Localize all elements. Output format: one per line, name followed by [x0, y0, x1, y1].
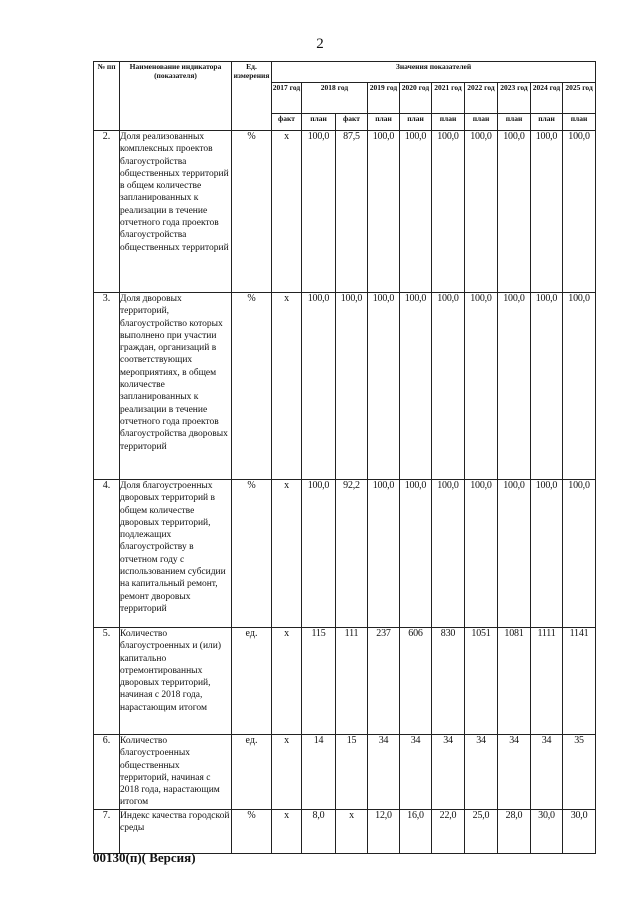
value-cell: 100,0: [302, 480, 336, 628]
header-year: 2023 год: [498, 83, 531, 114]
value-cell: 34: [368, 735, 400, 810]
value-cell: 12,0: [368, 809, 400, 853]
row-number: 7.: [94, 809, 120, 853]
page-number: 2: [316, 36, 324, 52]
value-cell: 100,0: [498, 131, 531, 293]
value-cell: 30,0: [531, 809, 563, 853]
value-cell: 606: [400, 628, 432, 735]
value-cell: 100,0: [531, 480, 563, 628]
value-cell: 100,0: [498, 480, 531, 628]
header-type: план: [563, 114, 596, 131]
unit-cell: ед.: [232, 628, 272, 735]
value-cell: 15: [336, 735, 368, 810]
value-cell: 100,0: [302, 293, 336, 480]
unit-cell: ед.: [232, 735, 272, 810]
header-type: план: [531, 114, 563, 131]
header-year: 2025 год: [563, 83, 596, 114]
value-cell: 100,0: [432, 293, 465, 480]
table-row: [94, 480, 596, 628]
header-unit: Ед. измерения: [232, 62, 272, 131]
value-cell: 115: [302, 628, 336, 735]
value-cell: 100,0: [368, 131, 400, 293]
table-row: [94, 131, 596, 293]
value-cell: х: [272, 131, 302, 293]
header-type: план: [368, 114, 400, 131]
value-cell: х: [272, 293, 302, 480]
value-cell: 34: [400, 735, 432, 810]
header-type: план: [498, 114, 531, 131]
unit-cell: %: [232, 809, 272, 853]
header-type: факт: [336, 114, 368, 131]
value-cell: х: [272, 480, 302, 628]
indicators-table: [93, 61, 596, 854]
document-version-footer: 00130(п)( Версия): [93, 850, 196, 865]
indicator-name: Доля дворовых территорий, благоустройство которых выполнено при участии граждан, организаций в соответствующих мероприятиях, в общем количестве запланированных к реализации в течение отчетного года проектов благоустройства дворовых территорий: [120, 293, 232, 480]
value-cell: 87,5: [336, 131, 368, 293]
value-cell: х: [272, 809, 302, 853]
value-cell: 92,2: [336, 480, 368, 628]
value-cell: 14: [302, 735, 336, 810]
header-type: план: [302, 114, 336, 131]
indicator-name: Количество благоустроенных и (или) капитально отремонтированных дворовых территорий, начиная с 2018 года, нарастающим итогом: [120, 628, 232, 735]
header-type: план: [400, 114, 432, 131]
value-cell: 100,0: [465, 480, 498, 628]
value-cell: 34: [498, 735, 531, 810]
value-cell: 111: [336, 628, 368, 735]
value-cell: 34: [465, 735, 498, 810]
row-number: 5.: [94, 628, 120, 735]
value-cell: 100,0: [302, 131, 336, 293]
table-row: [94, 735, 596, 810]
value-cell: 100,0: [563, 480, 596, 628]
value-cell: 16,0: [400, 809, 432, 853]
value-cell: 35: [563, 735, 596, 810]
header-number: № пп: [94, 62, 120, 131]
header-indicator-name: Наименование индикатора (показателя): [120, 62, 232, 131]
value-cell: 100,0: [498, 293, 531, 480]
value-cell: 100,0: [531, 293, 563, 480]
value-cell: 237: [368, 628, 400, 735]
value-cell: 22,0: [432, 809, 465, 853]
value-cell: 8,0: [302, 809, 336, 853]
unit-cell: %: [232, 293, 272, 480]
value-cell: 100,0: [432, 480, 465, 628]
header-type: план: [465, 114, 498, 131]
table-row: [94, 293, 596, 480]
value-cell: 100,0: [563, 293, 596, 480]
indicator-name: Доля благоустроенных дворовых территорий в общем количестве дворовых территорий, подлежащих благоустройству в отчетном году с использованием субсидии на капитальный ремонт, ремонт дворовых территорий: [120, 480, 232, 628]
table-row: [94, 809, 596, 853]
value-cell: 100,0: [368, 480, 400, 628]
value-cell: х: [272, 735, 302, 810]
value-cell: 100,0: [400, 293, 432, 480]
value-cell: 100,0: [465, 293, 498, 480]
header-year: 2018 год: [302, 83, 368, 114]
row-number: 2.: [94, 131, 120, 293]
header-year: 2020 год: [400, 83, 432, 114]
value-cell: 830: [432, 628, 465, 735]
unit-cell: %: [232, 480, 272, 628]
header-values: Значения показателей: [272, 62, 596, 83]
header-year: 2021 год: [432, 83, 465, 114]
indicator-name: Количество благоустроенных общественных территорий, начиная с 2018 года, нарастающим итогом: [120, 735, 232, 810]
header-type: план: [432, 114, 465, 131]
header-type: факт: [272, 114, 302, 131]
row-number: 6.: [94, 735, 120, 810]
value-cell: 100,0: [563, 131, 596, 293]
value-cell: 100,0: [368, 293, 400, 480]
value-cell: 100,0: [531, 131, 563, 293]
value-cell: 100,0: [400, 131, 432, 293]
value-cell: 1141: [563, 628, 596, 735]
value-cell: 28,0: [498, 809, 531, 853]
value-cell: 100,0: [336, 293, 368, 480]
value-cell: 30,0: [563, 809, 596, 853]
header-year: 2024 год: [531, 83, 563, 114]
header-year: 2019 год: [368, 83, 400, 114]
value-cell: 100,0: [400, 480, 432, 628]
value-cell: 1051: [465, 628, 498, 735]
indicator-name: Индекс качества городской среды: [120, 809, 232, 853]
value-cell: 1111: [531, 628, 563, 735]
value-cell: 100,0: [432, 131, 465, 293]
unit-cell: %: [232, 131, 272, 293]
value-cell: х: [336, 809, 368, 853]
header-year: 2022 год: [465, 83, 498, 114]
row-number: 3.: [94, 293, 120, 480]
indicator-name: Доля реализованных комплексных проектов благоустройства общественных территорий в общем количестве запланированных к реализации в течение отчетного года проектов благоустройства общественных территорий: [120, 131, 232, 293]
value-cell: 100,0: [465, 131, 498, 293]
table-row: [94, 628, 596, 735]
header-year: 2017 год: [272, 83, 302, 114]
value-cell: 34: [432, 735, 465, 810]
value-cell: 34: [531, 735, 563, 810]
row-number: 4.: [94, 480, 120, 628]
value-cell: 25,0: [465, 809, 498, 853]
value-cell: 1081: [498, 628, 531, 735]
value-cell: х: [272, 628, 302, 735]
